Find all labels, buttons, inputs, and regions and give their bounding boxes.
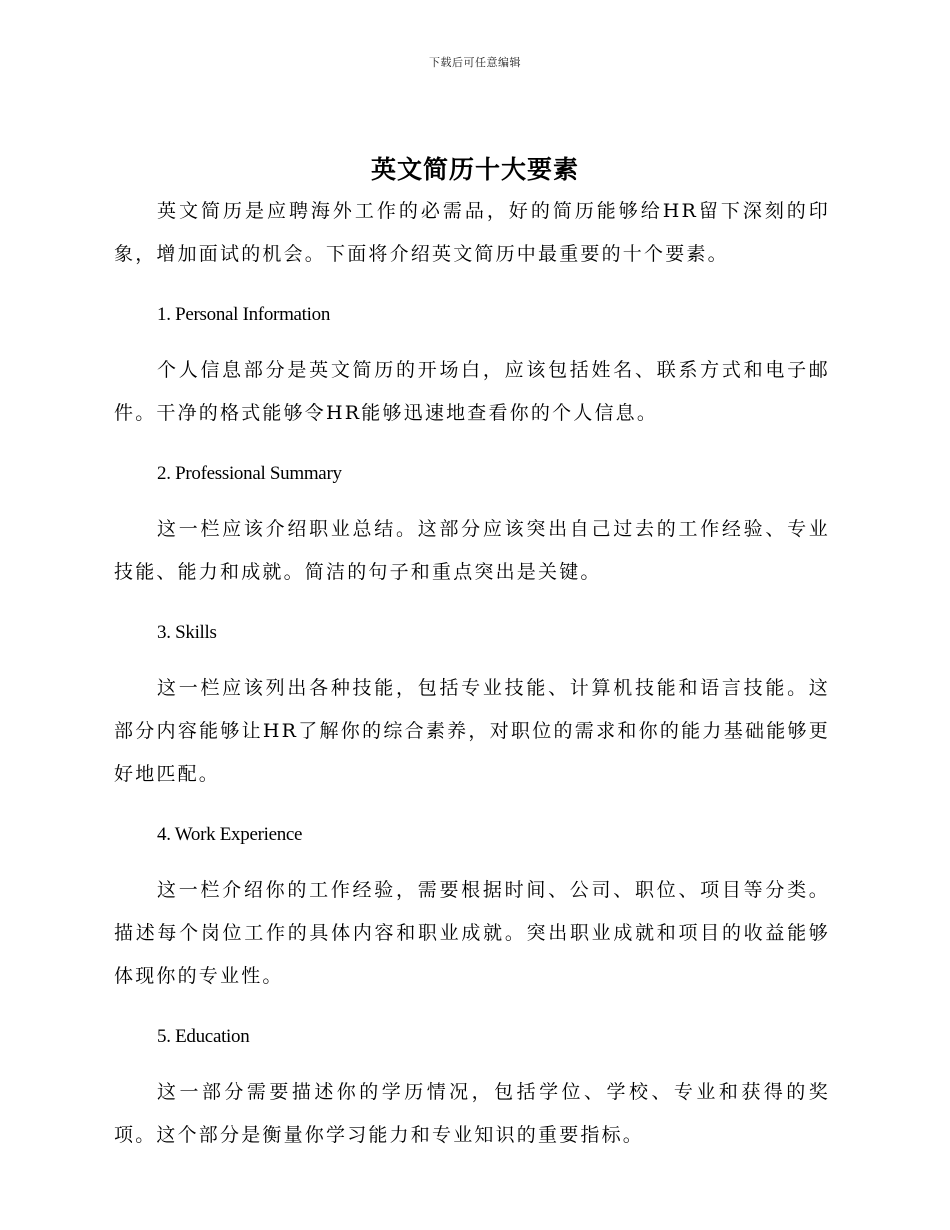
header-note: 下载后可任意编辑 xyxy=(429,56,521,69)
section-heading-work-experience: 4. Work Experience xyxy=(157,824,303,845)
section-body-education: 这一部分需要描述你的学历情况，包括学位、学校、专业和获得的奖项。这个部分是衡量你学习能力和专业知识的重要指标。 xyxy=(114,1081,830,1146)
intro-paragraph: 英文简历是应聘海外工作的必需品，好的简历能够给HR留下深刻的印象，增加面试的机会。下面将介绍英文简历中最重要的十个要素。 xyxy=(114,200,830,265)
document-body xyxy=(114,190,830,1157)
section-heading-personal-information: 1. Personal Information xyxy=(157,304,331,325)
section-body-work-experience: 这一栏介绍你的工作经验，需要根据时间、公司、职位、项目等分类。描述每个岗位工作的具体内容和职业成就。突出职业成就和项目的收益能够体现你的专业性。 xyxy=(114,879,830,987)
section-heading-education: 5. Education xyxy=(157,1026,250,1047)
section-body-skills: 这一栏应该列出各种技能，包括专业技能、计算机技能和语言技能。这部分内容能够让HR了解你的综合素养，对职位的需求和你的能力基础能够更好地匹配。 xyxy=(114,677,830,785)
section-heading-professional-summary: 2. Professional Summary xyxy=(157,463,342,484)
section-body-professional-summary: 这一栏应该介绍职业总结。这部分应该突出自己过去的工作经验、专业技能、能力和成就。简洁的句子和重点突出是关键。 xyxy=(114,518,830,583)
section-heading-skills: 3. Skills xyxy=(157,622,217,643)
section-body-personal-information: 个人信息部分是英文简历的开场白，应该包括姓名、联系方式和电子邮件。干净的格式能够令HR能够迅速地查看你的个人信息。 xyxy=(114,359,830,424)
document-title: 英文简历十大要素 xyxy=(370,155,579,184)
